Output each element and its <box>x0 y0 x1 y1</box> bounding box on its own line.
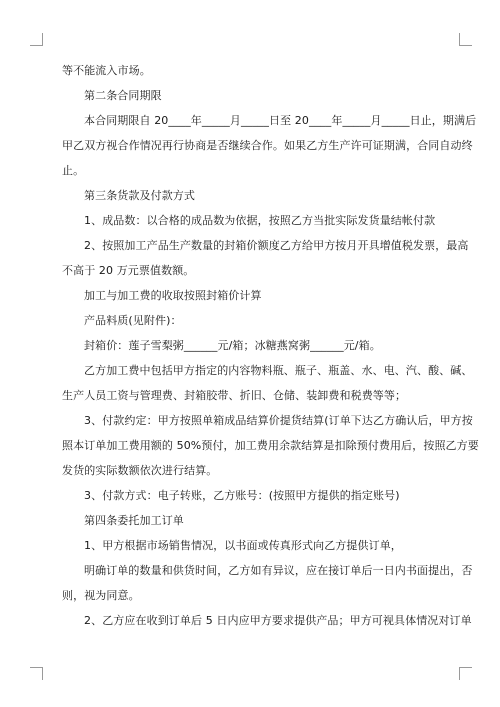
text-line: 乙方加工费中包括甲方指定的内容物料瓶、瓶子、瓶盖、水、电、汽、酸、碱、 <box>84 364 473 377</box>
text-line: 1、甲方根据市场销售情况，以书面或传真形式向乙方提供订单， <box>84 539 402 552</box>
crop-mark-bottom-right <box>459 667 472 680</box>
text-line: 照本订单加工费用额的 50%预付，加工费用余款结算是扣除预付费用后，按照乙方要 <box>62 439 479 452</box>
text-line: 第三条货款及付款方式 <box>84 189 195 202</box>
text-line: 2、乙方应在收到订单后 5 日内应甲方要求提供产品；甲方可视具体情况对订单 <box>84 614 472 627</box>
text-line: 甲乙双方视合作情况再行协商是否继续合作。如果乙方生产许可证期满，合同自动终 <box>62 139 473 152</box>
text-line: 2、按照加工产品生产数量的封箱价额度乙方给甲方按月开具增值税发票，最高 <box>84 239 469 252</box>
text-line: 则，视为同意。 <box>62 589 140 602</box>
text-line: 第二条合同期限 <box>84 89 162 102</box>
text-line: 加工与加工费的收取按照封箱价计算 <box>84 289 262 302</box>
text-line: 3、付款方式：电子转账，乙方账号：(按照甲方提供的指定账号) <box>84 489 400 502</box>
text-line: 止。 <box>62 164 85 177</box>
text-line: 第四条委托加工订单 <box>84 514 184 527</box>
text-line: 本合同期限自 20____年_____月_____日至 20____年_____月_____日止，期满后 <box>84 114 477 127</box>
crop-mark-top-left <box>30 33 43 46</box>
text-line: 3、付款约定：甲方按照单箱成品结算价提货结算(订单下达乙方确认后，甲方按 <box>84 414 473 427</box>
text-line: 不高于 20 万元票值数额。 <box>62 264 195 277</box>
document-body <box>62 64 479 639</box>
text-line: 明确订单的数量和供货时间，乙方如有异议，应在接订单后一日内书面提出，否 <box>84 564 473 577</box>
text-line: 生产人员工资与管理费、封箱胶带、折旧、仓储、装卸费和税费等等； <box>62 389 407 402</box>
text-line: 产品料质(见附件)： <box>84 314 182 327</box>
crop-mark-bottom-left <box>30 667 43 680</box>
crop-mark-top-right <box>459 33 472 46</box>
text-line: 1、成品数：以合格的成品数为依据，按照乙方当批实际发货量结帐付款 <box>84 214 436 227</box>
text-line: 发货的实际数额依次进行结算。 <box>62 464 218 477</box>
text-line: 封箱价：莲子雪梨粥______元/箱；冰糖燕窝粥______元/箱。 <box>84 339 381 352</box>
text-line: 等不能流入市场。 <box>62 64 151 77</box>
